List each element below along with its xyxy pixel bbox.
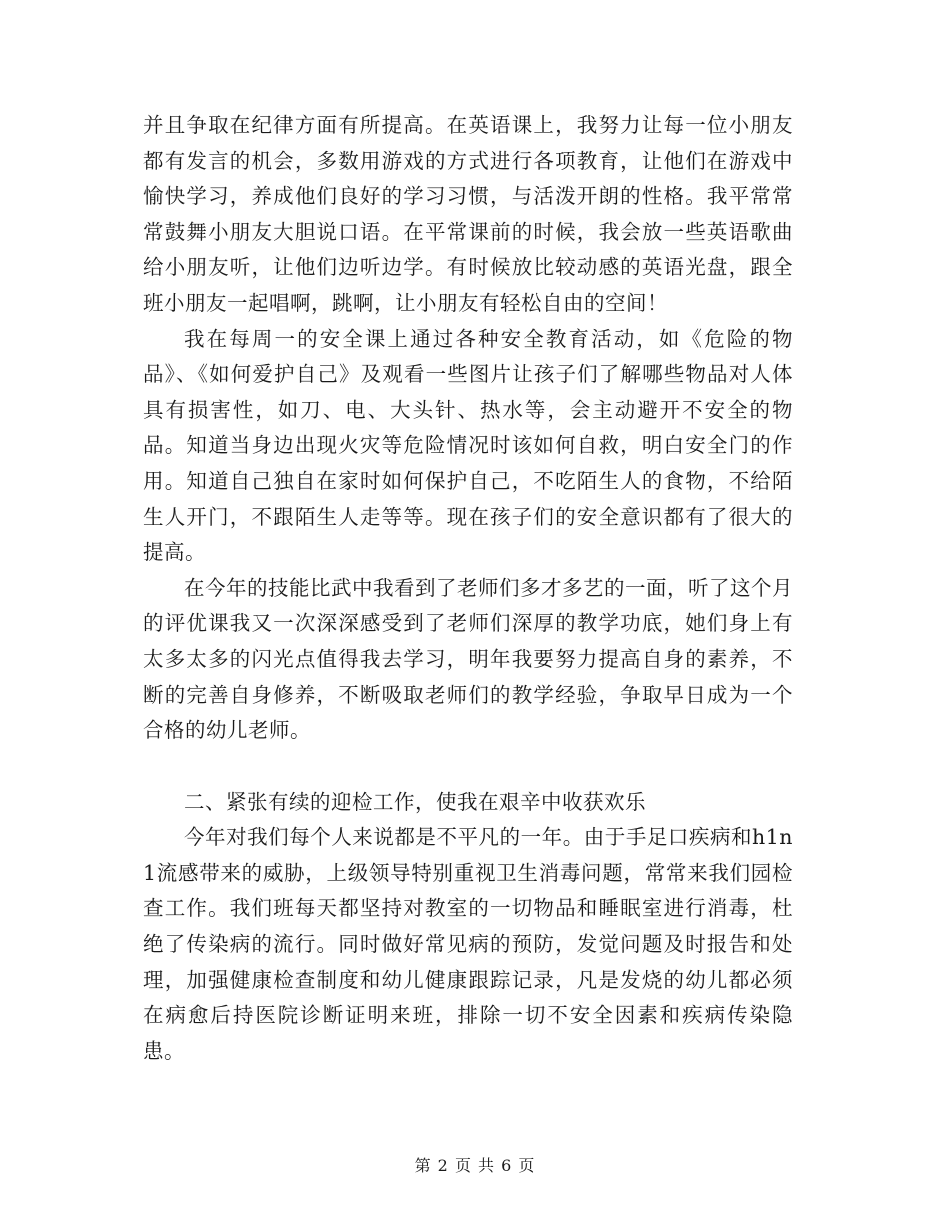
- section-heading: 二、紧张有续的迎检工作，使我在艰辛中收获欢乐: [184, 789, 646, 814]
- page-number: 第 2 页 共 6 页: [414, 1156, 536, 1175]
- document-body: [143, 108, 793, 1069]
- paragraph-skills-competition: 在今年的技能比武中我看到了老师们多才多艺的一面，听了这个月的评优课我又一次深深感受到了老师们深厚的教学功底，她们身上有太多太多的闪光点值得我去学习，明年我要努力提高自身的素养，不断的完善自身修养，不断吸取老师们的教学经验，争取早日成为一个合格的幼儿老师。: [143, 575, 793, 743]
- paragraph-english-class: 并且争取在纪律方面有所提高。在英语课上，我努力让每一位小朋友都有发言的机会，多数用游戏的方式进行各项教育，让他们在游戏中愉快学习，养成他们良好的学习习惯，与活泼开朗的性格。我平常常常鼓舞小朋友大胆说口语。在平常课前的时候，我会放一些英语歌曲给小朋友听，让他们边听边学。有时候放比较动感的英语光盘，跟全班小朋友一起唱啊，跳啊，让小朋友有轻松自由的空间！: [143, 113, 793, 315]
- paragraph-safety-class: 我在每周一的安全课上通过各种安全教育活动，如《危险的物品》、《如何爱护自己》及观看一些图片让孩子们了解哪些物品对人体具有损害性，如刀、电、大头针、热水等，会主动避开不安全的物品。知道当身边出现火灾等危险情况时该如何自救，明白安全门的作用。知道自己独自在家时如何保护自己，不吃陌生人的食物，不给陌生人开门，不跟陌生人走等等。现在孩子们的安全意识都有了很大的提高。: [143, 326, 793, 565]
- paragraph-inspection-work: 今年对我们每个人来说都是不平凡的一年。由于手足口疾病和h1n1流感带来的威胁，上级领导特别重视卫生消毒问题，常常来我们园检查工作。我们班每天都坚持对教室的一切物品和睡眠室进行消毒，杜绝了传染病的流行。同时做好常见病的预防，发觉问题及时报告和处理，加强健康检查制度和幼儿健康跟踪记录，凡是发烧的幼儿都必须在病愈后持医院诊断证明来班，排除一切不安全因素和疾病传染隐患。: [143, 825, 793, 1063]
